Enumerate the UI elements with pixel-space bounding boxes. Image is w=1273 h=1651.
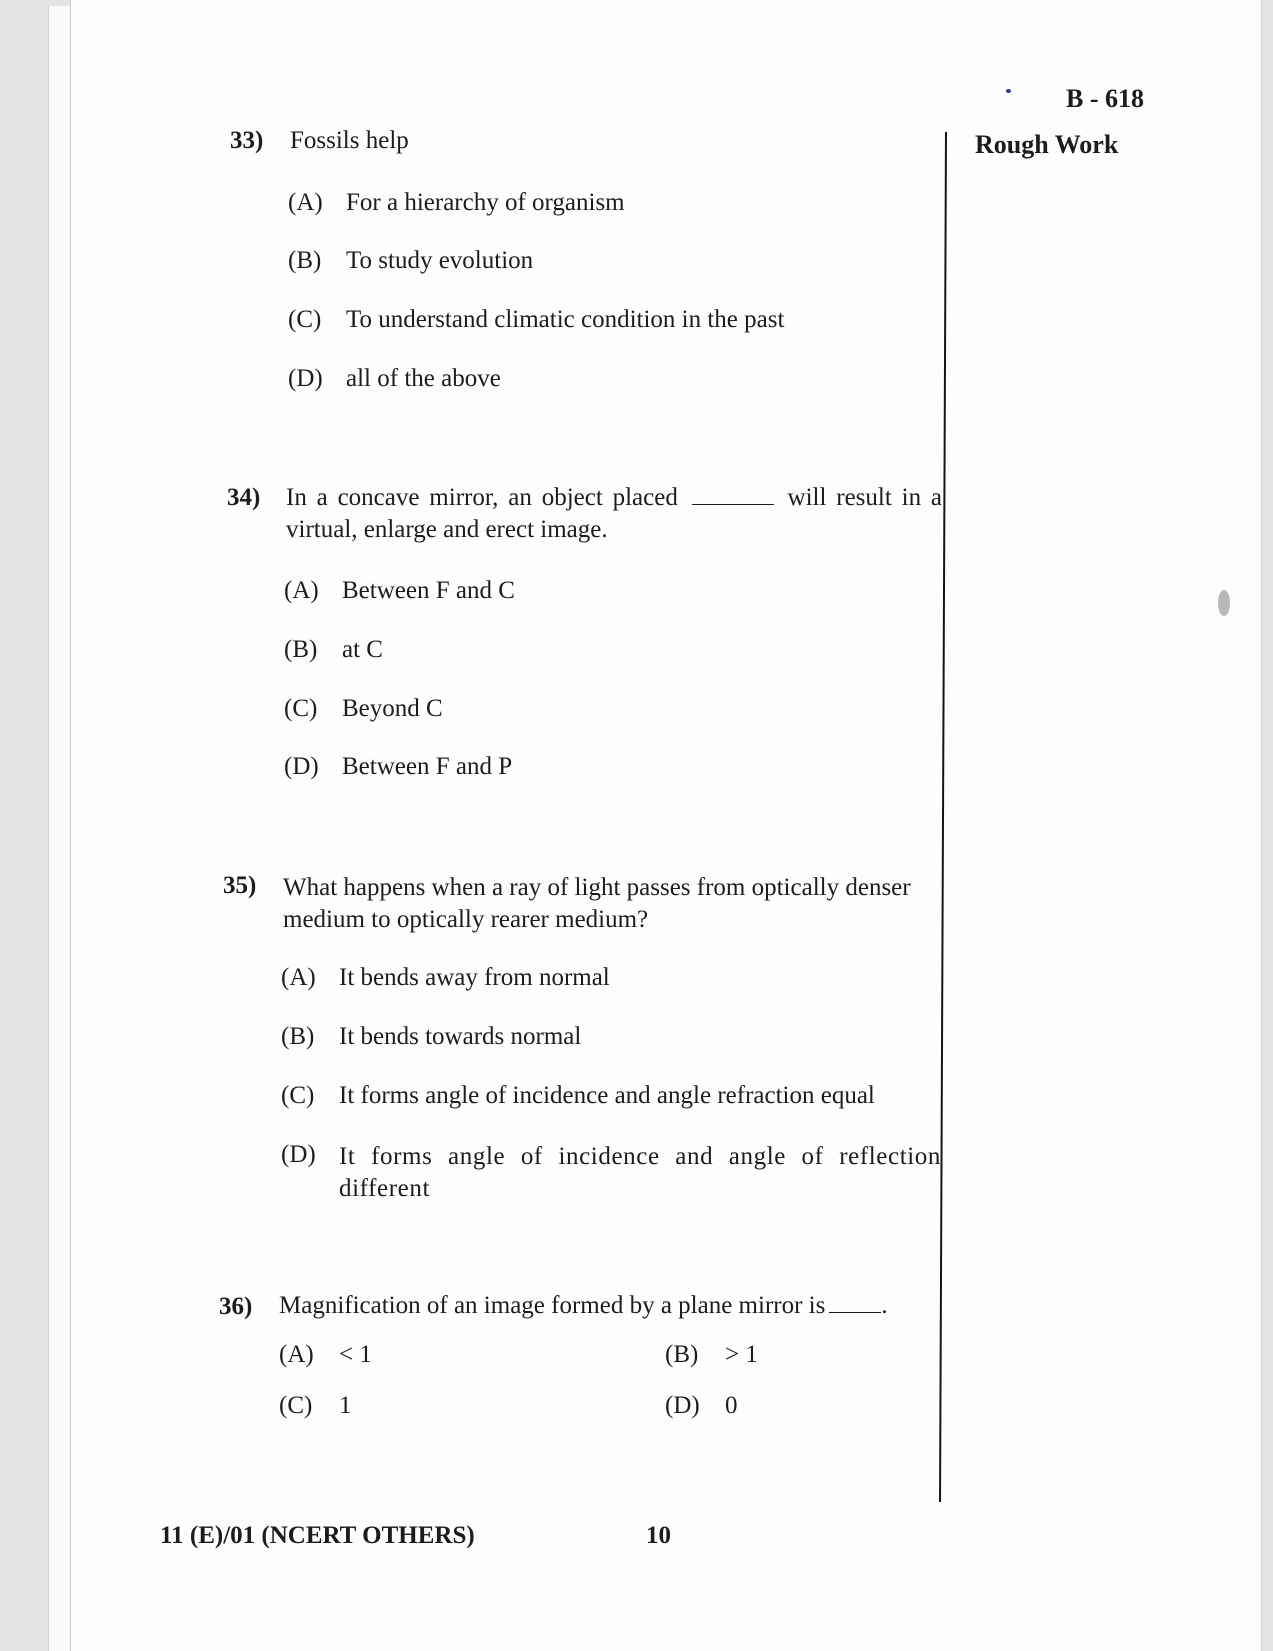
option-letter: (D): [281, 1141, 316, 1168]
option-text: It bends away from normal: [339, 964, 610, 991]
question-number: 34): [227, 484, 261, 511]
footer-page-number: 10: [646, 1522, 671, 1549]
option-d[interactable]: [284, 753, 512, 781]
option-a[interactable]: [288, 189, 625, 217]
page-code: B - 618: [1066, 84, 1144, 113]
question-text: What happens when a ray of light passes from optically denser medium to optically rearer medium?: [283, 874, 911, 933]
option-text: To study evolution: [346, 247, 534, 274]
punch-hole-mark: [1218, 590, 1230, 616]
option-c[interactable]: [281, 1082, 875, 1110]
option-letter: (B): [284, 636, 318, 663]
option-a[interactable]: [279, 1341, 372, 1369]
question-text: [286, 482, 942, 546]
question-text-start: Magnification of an image formed by a plane mirror is: [279, 1292, 826, 1319]
option-letter: (C): [281, 1082, 315, 1109]
option-text: Beyond C: [342, 695, 443, 722]
option-letter: (B): [288, 247, 322, 274]
option-text: To understand climatic condition in the past: [346, 306, 785, 333]
option-letter: (A): [284, 577, 319, 604]
option-d[interactable]: [665, 1392, 738, 1420]
option-a[interactable]: [281, 964, 610, 992]
option-letter: (D): [284, 753, 319, 780]
answer-blank: [829, 1312, 881, 1313]
option-text: For a hierarchy of organism: [346, 189, 625, 216]
option-d[interactable]: [288, 365, 501, 393]
option-text: 0: [725, 1392, 738, 1419]
option-d[interactable]: [281, 1141, 941, 1205]
option-text: It bends towards normal: [339, 1023, 582, 1050]
question-number: 33): [230, 127, 264, 154]
option-b[interactable]: [288, 247, 533, 275]
option-letter: (C): [288, 306, 322, 333]
option-b[interactable]: [281, 1023, 581, 1051]
answer-blank: [692, 504, 774, 505]
option-text: < 1: [339, 1341, 372, 1368]
option-text: It forms angle of incidence and angle refraction equal: [339, 1082, 875, 1109]
ink-dot: [1006, 89, 1011, 93]
option-text: 1: [339, 1392, 352, 1419]
option-text: It forms angle of incidence and angle of reflection different: [339, 1143, 941, 1202]
option-b[interactable]: [284, 636, 383, 664]
option-c[interactable]: [279, 1392, 352, 1420]
question-text: Fossils help: [290, 127, 409, 154]
question-text-end: .: [881, 1292, 888, 1319]
option-letter: (C): [279, 1392, 313, 1419]
option-text: Between F and P: [342, 753, 513, 780]
option-text: Between F and C: [342, 577, 515, 604]
question-text-end: will result in a virtual, enlarge and erect image.: [286, 484, 943, 543]
question-text-start: In a concave mirror, an object placed: [286, 484, 678, 511]
option-b[interactable]: [665, 1341, 758, 1369]
option-c[interactable]: [288, 306, 784, 334]
option-text: at C: [342, 636, 383, 663]
option-letter: (C): [284, 695, 318, 722]
option-text: > 1: [725, 1341, 758, 1368]
question-text: [279, 1290, 939, 1322]
option-letter: (D): [288, 365, 323, 392]
option-text: all of the above: [346, 365, 501, 392]
rough-work-heading: Rough Work: [975, 130, 1119, 159]
question-number: 35): [223, 872, 257, 899]
option-letter: (A): [288, 189, 323, 216]
option-a[interactable]: [284, 577, 515, 605]
option-letter: (D): [665, 1392, 700, 1419]
option-letter: (B): [281, 1023, 315, 1050]
footer-paper-code: 11 (E)/01 (NCERT OTHERS): [160, 1522, 475, 1549]
option-c[interactable]: [284, 695, 443, 723]
question-number: 36): [219, 1293, 253, 1320]
option-letter: (A): [281, 964, 316, 991]
option-letter: (A): [279, 1341, 314, 1368]
option-letter: (B): [665, 1341, 699, 1368]
